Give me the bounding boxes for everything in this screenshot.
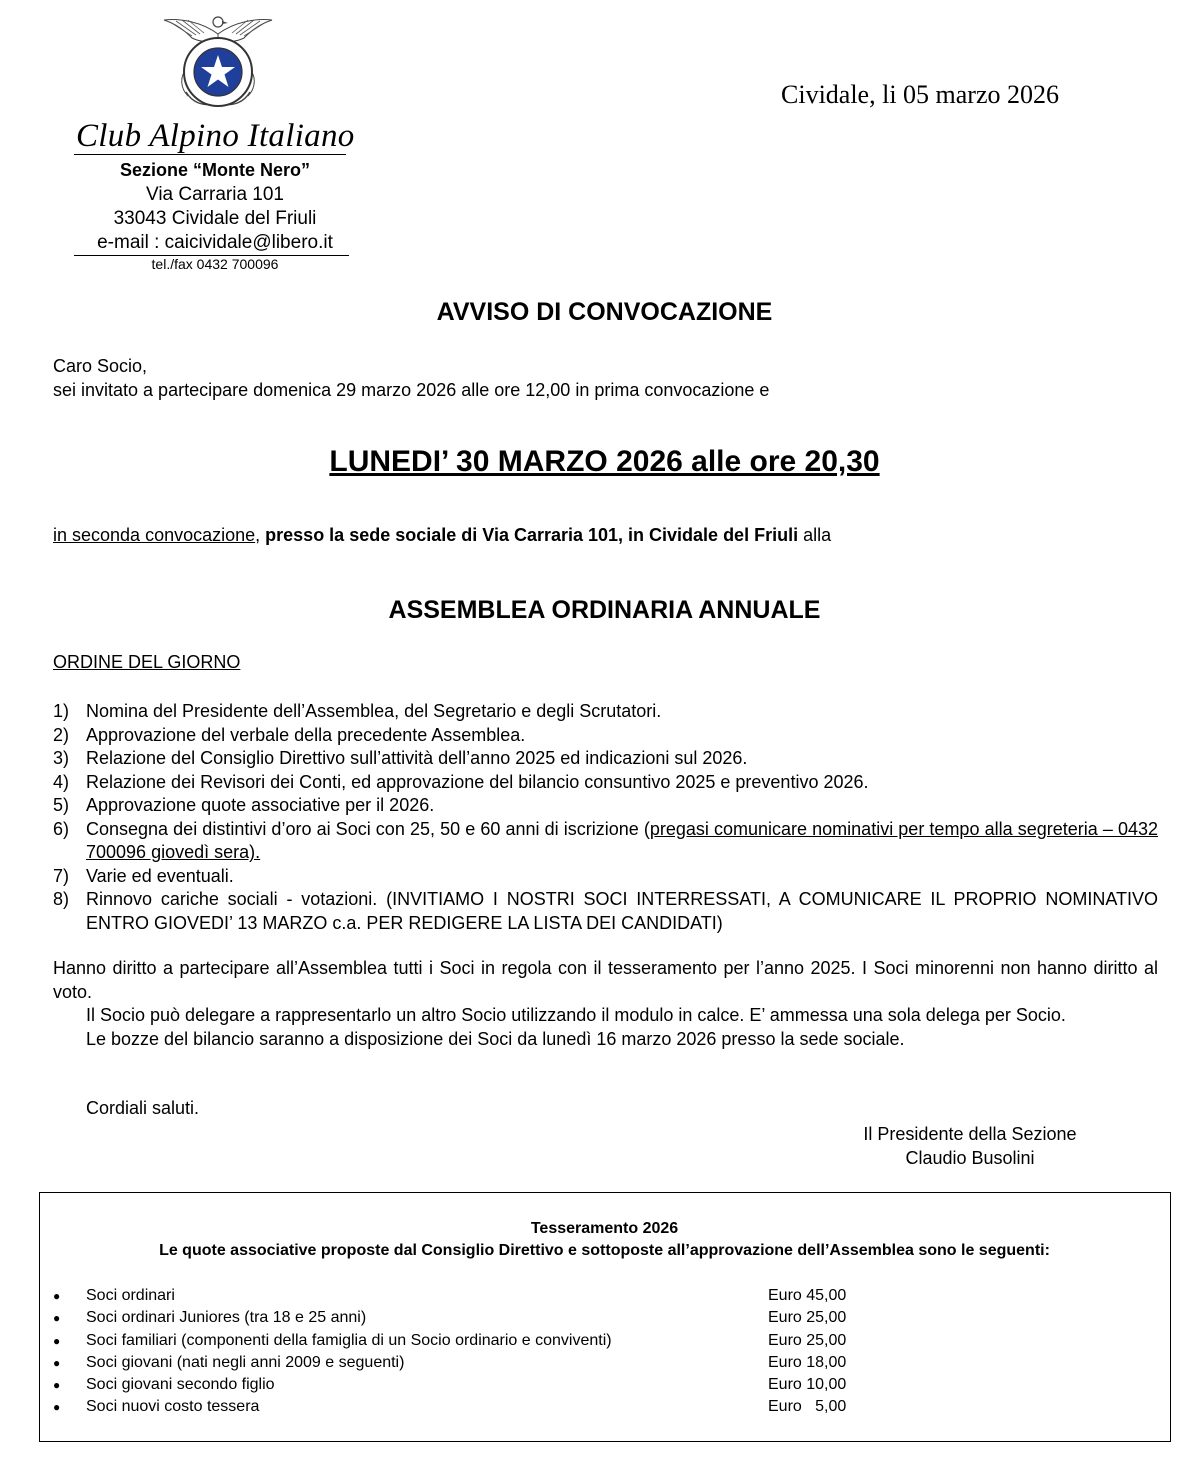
note-voting-rights: Hanno diritto a partecipare all’Assemblea tutti i Soci in regola con il tesseramento per l’anno 2025. I Soci minorenni non hanno diritto al voto.	[53, 958, 1158, 1002]
agenda-text: Varie ed eventuali.	[86, 865, 234, 886]
agenda-text: Rinnovo cariche sociali - votazioni. (INVITIAMO I NOSTRI SOCI INTERRESSATI, A COMUNICARE IL PROPRIO NOMINATIVO ENTRO GIOVEDI’ 13 MARZO c.a. PER REDIGERE LA LISTA DEI CANDIDATI)	[86, 889, 1158, 933]
main-meeting-date: LUNEDI’ 30 MARZO 2026 alle ore 20,30	[329, 445, 880, 478]
agenda-item	[53, 700, 1158, 724]
note-delegation: Il Socio può delegare a rappresentarlo un altro Socio utilizzando il modulo in calce. E’ ammessa una sola delega per Socio.	[86, 1005, 1066, 1025]
agenda-item	[53, 724, 1158, 748]
comma: ,	[255, 525, 266, 545]
signature-block	[820, 1122, 1120, 1170]
agenda-number: 4)	[53, 771, 70, 792]
agenda-text: Consegna dei distintivi d’oro ai Soci con 25, 50 e 60 anni di iscrizione (	[86, 818, 650, 839]
fee-item	[53, 1307, 863, 1329]
salutation: Caro Socio,	[53, 356, 148, 376]
fee-label: Soci familiari (componenti della famiglia di un Socio ordinario e conviventi)	[86, 1331, 612, 1349]
fee-amount: Euro 5,00	[768, 1398, 847, 1416]
agenda-item	[53, 747, 1158, 771]
greeting	[53, 354, 769, 402]
agenda-heading: ORDINE DEL GIORNO	[53, 652, 241, 672]
second-call: in seconda convocazione	[53, 525, 256, 545]
bullet-icon: ●	[53, 1355, 61, 1370]
fee-item	[53, 1330, 863, 1352]
fee-amount: Euro 25,00	[768, 1331, 847, 1349]
agenda-text: Approvazione del verbale della precedente Assemblea.	[86, 724, 526, 745]
agenda-text: Relazione dei Revisori dei Conti, ed approvazione del bilancio consuntivo 2025 e preventivo 2026.	[86, 771, 869, 792]
street-address: Via Carraria 101	[145, 184, 284, 205]
closing-greeting: Cordiali saluti.	[86, 1098, 200, 1118]
fee-label: Soci ordinari	[86, 1287, 175, 1304]
fee-item	[53, 1352, 863, 1374]
signer-title: Il Presidente della Sezione	[863, 1124, 1077, 1144]
agenda-item	[53, 818, 1158, 865]
bullet-icon: ●	[53, 1311, 61, 1326]
fee-item	[53, 1374, 863, 1396]
agenda-number: 8)	[53, 889, 70, 909]
agenda-item	[53, 865, 1158, 889]
fee-label: Soci nuovi costo tessera	[86, 1398, 260, 1416]
letter-date: Cividale, li 05 marzo 2026	[781, 80, 1060, 109]
agenda-item	[53, 794, 1158, 818]
agenda-note-underlined: pregasi comunicare nominativi per tempo alla segreteria – 0432 700096 giovedì sera).	[86, 818, 1159, 862]
agenda-number: 2)	[53, 724, 70, 745]
second-call-line	[53, 525, 831, 546]
note-budget-drafts: Le bozze del bilancio saranno a disposizione dei Soci da lunedì 16 marzo 2026 presso la sede sociale.	[86, 1028, 905, 1049]
agenda-number: 3)	[53, 748, 70, 768]
cai-logo	[162, 12, 274, 112]
org-name: Club Alpino Italiano	[76, 118, 355, 154]
tel-fax: tel./fax 0432 700096	[151, 256, 279, 272]
invite-text: sei invitato a partecipare domenica 29 marzo 2026 alle ore 12,00 in prima convocazione e	[53, 380, 770, 400]
fees-list	[53, 1285, 863, 1419]
city-address: 33043 Cividale del Friuli	[113, 208, 317, 229]
fee-amount: Euro 18,00	[768, 1353, 847, 1371]
notice-title: AVVISO DI CONVOCAZIONE	[436, 298, 773, 326]
bullet-icon: ●	[53, 1400, 61, 1415]
bullet-icon: ●	[53, 1378, 61, 1393]
agenda-number: 1)	[53, 701, 70, 721]
agenda-text: Relazione del Consiglio Direttivo sull’attività dell’anno 2025 ed indicazioni sul 2026.	[86, 748, 748, 768]
section-name: Sezione “Monte Nero”	[119, 160, 311, 180]
fee-item	[53, 1285, 863, 1307]
agenda-number: 6)	[53, 818, 70, 839]
venue: presso la sede sociale di Via Carraria 101, in Cividale del Friuli	[265, 525, 799, 545]
venue-tail: alla	[798, 525, 832, 545]
fee-label: Soci giovani (nati negli anni 2009 e seguenti)	[86, 1353, 405, 1371]
assembly-title: ASSEMBLEA ORDINARIA ANNUALE	[388, 596, 821, 624]
agenda-text: Nomina del Presidente dell’Assemblea, del Segretario e degli Scrutatori.	[86, 701, 662, 721]
fee-label: Soci giovani secondo figlio	[86, 1376, 275, 1394]
agenda-item	[53, 771, 1158, 795]
fee-item	[53, 1396, 863, 1418]
agenda-number: 5)	[53, 795, 70, 815]
agenda-item	[53, 888, 1158, 935]
fee-amount: Euro 45,00	[768, 1287, 847, 1304]
fee-amount: Euro 10,00	[768, 1376, 847, 1394]
fees-title: Tesseramento 2026	[530, 1220, 679, 1237]
agenda-number: 7)	[53, 865, 70, 886]
bullet-icon: ●	[53, 1289, 61, 1303]
email-address: e-mail : caicividale@libero.it	[97, 232, 333, 253]
agenda-list	[53, 700, 1158, 935]
bullet-icon: ●	[53, 1333, 61, 1348]
fee-amount: Euro 25,00	[768, 1309, 847, 1327]
notes	[53, 957, 1158, 1051]
agenda-text: Approvazione quote associative per il 2026.	[86, 795, 435, 815]
org-name-underline	[74, 154, 346, 155]
fee-label: Soci ordinari Juniores (tra 18 e 25 anni)	[86, 1309, 367, 1327]
fees-subtitle: Le quote associative proposte dal Consiglio Direttivo e sottoposte all’approvazione dell’Assemblea sono le seguenti:	[159, 1242, 1050, 1259]
signer-name: Claudio Busolini	[905, 1148, 1035, 1168]
